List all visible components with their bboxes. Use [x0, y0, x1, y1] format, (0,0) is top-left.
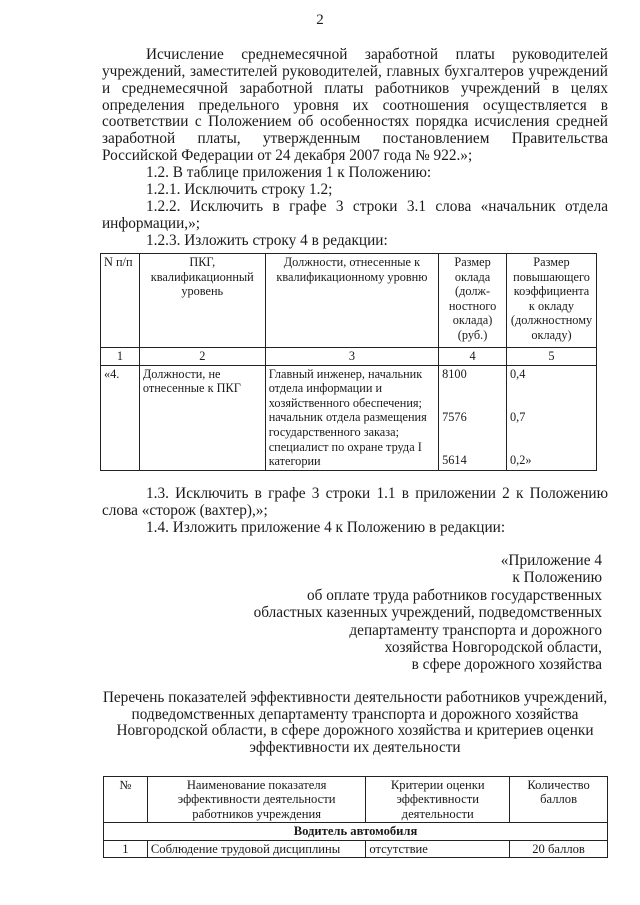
pkg-table: [100, 253, 597, 471]
header-pkg: ПКГ, квалификационный уровень: [139, 254, 265, 348]
appendix-line-3: об оплате труда работников государственных: [306, 586, 602, 604]
title-line-1: Перечень показателей эффективности деятельности работников учреждений,: [102, 689, 608, 706]
col-number-5: 5: [506, 348, 596, 366]
item-1-3-line-1: 1.3. Исключить в графе 3 строки 1.1 в приложении 2 к Положению: [146, 485, 608, 502]
row-salary: [439, 365, 507, 470]
item-1-3-line-2: слова «сторож (вахтер),»;: [102, 502, 268, 519]
appendix-line-5: департаменту транспорта и дорожного: [349, 621, 602, 639]
salary-a: 8100: [442, 366, 467, 381]
appendix-line-1: «Приложение 4: [500, 552, 602, 569]
title-line-3: Новгородской области, в сфере дорожного хозяйства и критериев оценки: [116, 722, 594, 740]
ind-header-points: Количество баллов: [510, 777, 608, 823]
col-number-2: 2: [139, 348, 265, 366]
appendix-line-6: хозяйства Новгородской области,: [384, 639, 602, 657]
item-1-2-1: 1.2.1. Исключить строку 1.2;: [146, 181, 333, 198]
intro-line-3: и среднемесячной заработной платы работников учреждений в целях: [102, 80, 608, 97]
row-num: «4.: [101, 365, 140, 470]
intro-line-4: определения предельного уровня их соотношения осуществляется в: [102, 97, 608, 114]
list-title: [95, 690, 615, 756]
row-pkg: Должности, не отнесенные к ПКГ: [139, 365, 265, 470]
ind-row-indicator: Соблюдение трудовой дисциплины: [147, 840, 365, 857]
pkg-table-col-numbers: [101, 348, 597, 366]
coef-b: 0,7: [509, 409, 526, 424]
col-number-1: 1: [101, 348, 140, 366]
intro-line-1: Исчисление среднемесячной заработной платы руководителей: [146, 46, 608, 63]
header-num: N п/п: [101, 254, 140, 348]
item-1-2-2-line-2: информации,»;: [102, 215, 200, 232]
indicators-header-row: [104, 777, 608, 823]
appendix-line-2: к Положению: [512, 569, 602, 587]
pkg-table-header-row: [101, 254, 597, 348]
group-label: Водитель автомобиля: [104, 823, 608, 840]
coef-a: 0,4: [509, 366, 526, 381]
col-number-4: 4: [439, 348, 507, 366]
header-positions: Должности, отнесенные к квалификационному уровню: [265, 254, 438, 348]
position-a: Главный инженер, начальник отдела информации и хозяйственного обеспечения;: [268, 366, 423, 410]
ind-row-points: 20 баллов: [510, 840, 608, 857]
row-coef: [506, 365, 596, 470]
ind-header-criteria: Критерии оценки эффективности деятельности: [366, 777, 510, 823]
ind-header-indicator: Наименование показателя эффективности деятельности работников учреждения: [147, 777, 365, 823]
indicators-table: [103, 776, 608, 858]
header-coef: Размер повышающего коэффициента к окладу (должностному окладу): [506, 254, 596, 348]
title-line-4: эффективности их деятельности: [249, 738, 461, 756]
salary-b: 7576: [442, 409, 467, 424]
position-c: специалист по охране труда I категории: [268, 439, 422, 469]
item-1-4: 1.4. Изложить приложение 4 к Положению в редакции:: [146, 519, 506, 536]
title-line-2: подведомственных департаменту транспорта и дорожного хозяйства: [131, 705, 579, 723]
coef-c: 0,2»: [509, 452, 532, 467]
salary-c: 5614: [442, 452, 467, 467]
position-b: начальник отдела размещения государственного заказа;: [268, 410, 427, 439]
page-number: 2: [316, 12, 324, 28]
item-1-2: 1.2. В таблице приложения 1 к Положению:: [146, 164, 432, 181]
appendix-line-7: в сфере дорожного хозяйства: [411, 656, 602, 674]
col-number-3: 3: [265, 348, 438, 366]
ind-row-criteria: отсутствие: [366, 840, 510, 857]
ind-row-num: 1: [104, 840, 148, 857]
item-1-2-2-line-1: 1.2.2. Исключить в графе 3 строки 3.1 слова «начальник отдела: [146, 198, 608, 215]
ind-header-num: №: [104, 777, 148, 823]
pkg-table-row-4: [101, 365, 597, 470]
group-row: [104, 823, 608, 840]
row-positions: [265, 365, 438, 470]
intro-line-7: Российской Федерации от 24 декабря 2007 года № 922.»;: [102, 147, 473, 164]
header-salary: Размер оклада (долж-ностного оклада) (руб.): [439, 254, 507, 348]
intro-line-5: соответствии с Положением об особенностях порядка исчисления средней: [102, 113, 608, 130]
appendix-header: [254, 552, 602, 674]
appendix-line-4: областных казенных учреждений, подведомственных: [253, 604, 602, 622]
indicators-row-1: [104, 840, 608, 857]
intro-line-6: заработной платы, утвержденным постановлением Правительства: [102, 130, 608, 147]
intro-line-2: учреждений, заместителей руководителей, главных бухгалтеров учреждений: [102, 63, 608, 80]
item-1-2-3: 1.2.3. Изложить строку 4 в редакции:: [146, 232, 388, 249]
